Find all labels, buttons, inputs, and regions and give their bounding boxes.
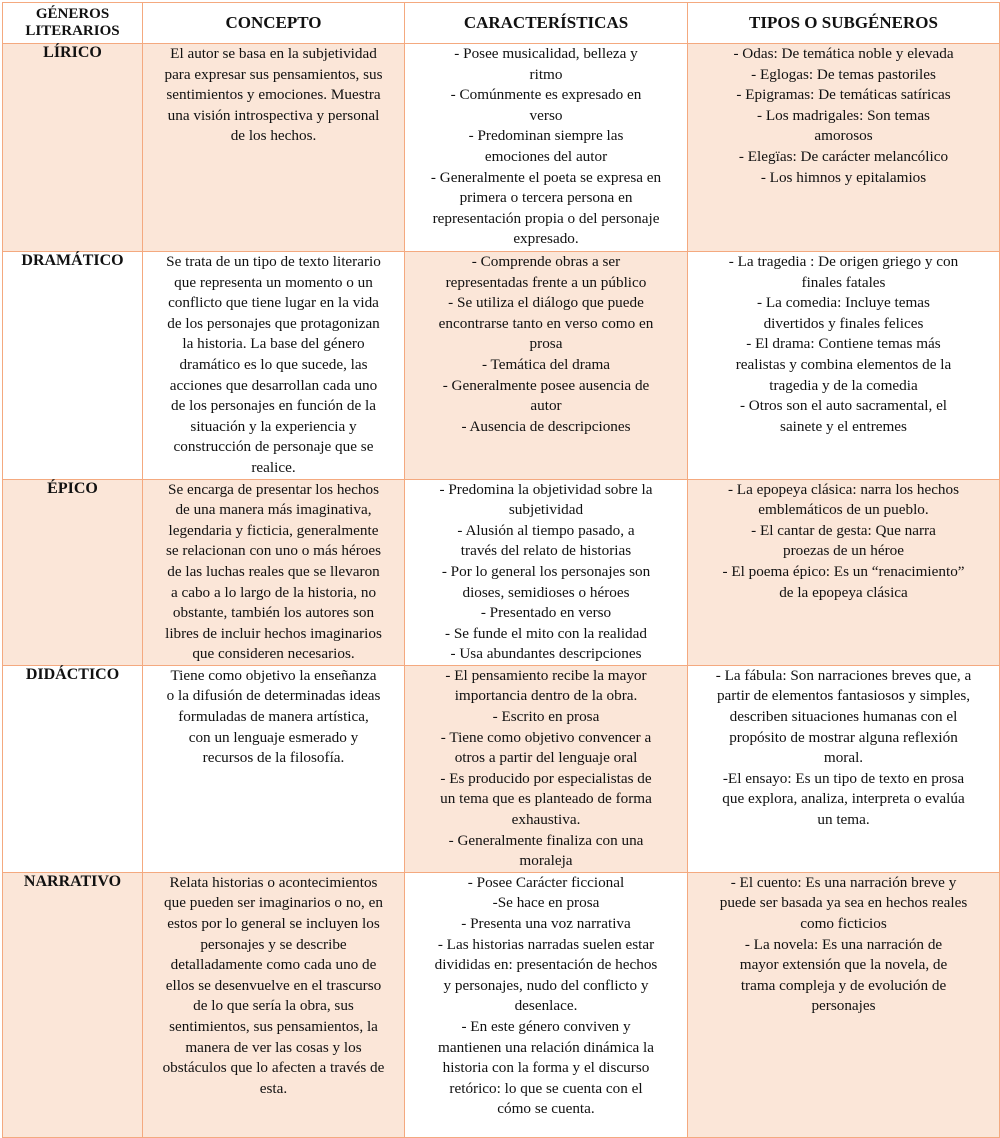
concept-cell-line: que pueden ser imaginarios o no, en [164, 894, 383, 912]
characteristics-cell-line: - Alusión al tiempo pasado, a [457, 521, 635, 539]
concept-cell-line: legendaria y ficticia, generalmente [168, 521, 379, 539]
types-cell-line: describen situaciones humanas con el [729, 708, 958, 726]
characteristics-cell-line: - El pensamiento recibe la mayor [445, 666, 647, 684]
concept-cell-line: acciones que desarrollan cada uno [169, 376, 378, 394]
concept-cell-line: se relacionan con uno o más héroes [165, 542, 382, 560]
types-cell-line: - El cuento: Es una narración breve y [730, 873, 957, 891]
characteristics-cell-line: historia con la forma y el discurso [442, 1059, 650, 1077]
header-genres-line1: GÉNEROS [35, 6, 110, 22]
types-cell-line: divertidos y finales felices [763, 314, 924, 332]
table-row-lirico [3, 44, 1000, 252]
characteristics-cell-line: - Tiene como objetivo convencer a [440, 728, 652, 746]
types-cell-line: emblemáticos de un pueblo. [758, 501, 929, 519]
concept-cell-line: recursos de la filosofía. [202, 749, 345, 767]
types-cell-line: moral. [823, 749, 864, 767]
table-row-narrativo [3, 872, 1000, 1137]
characteristics-cell-line: dioses, semidioses o héroes [462, 583, 630, 601]
header-characteristics: CARACTERÍSTICAS [405, 3, 688, 44]
genre-name: DIDÁCTICO [3, 665, 143, 872]
characteristics-cell [405, 479, 688, 665]
characteristics-cell-line: - Es producido por especialistas de [440, 769, 652, 787]
types-cell [688, 872, 1000, 1137]
types-cell-line: finales fatales [801, 273, 886, 291]
genre-name: LÍRICO [3, 44, 143, 252]
characteristics-cell-line: - Presenta una voz narrativa [461, 915, 631, 932]
table-body [3, 44, 1000, 1138]
concept-cell [143, 44, 405, 252]
genre-name: ÉPICO [3, 479, 143, 665]
types-cell-line: realistas y combina elementos de la [735, 355, 952, 373]
concept-cell-line: que consideren necesarios. [192, 645, 355, 663]
concept-cell-line: Se trata de un tipo de texto literario [166, 253, 381, 270]
concept-cell-line: de lo que sería la obra, sus [193, 997, 354, 1015]
concept-cell-line: esta. [259, 1079, 288, 1097]
characteristics-cell-line: - Predominan siempre las [468, 127, 624, 145]
concept-cell-line: Relata historias o acontecimientos [169, 873, 378, 891]
characteristics-cell-line: través del relato de historias [460, 542, 632, 560]
types-cell [688, 252, 1000, 480]
concept-cell-line: realice. [251, 458, 296, 476]
concept-cell-line: obstáculos que lo afecten a través de [162, 1059, 385, 1077]
characteristics-cell-line: subjetividad [508, 501, 584, 519]
types-cell [688, 665, 1000, 872]
types-cell-line: - La fábula: Son narraciones breves que, a [715, 666, 972, 684]
concept-cell [143, 872, 405, 1137]
characteristics-cell-line: divididas en: presentación de hechos [434, 956, 658, 974]
characteristics-cell-line: verso [529, 106, 563, 124]
characteristics-cell-line: retórico: lo que se cuenta con el [449, 1079, 643, 1097]
concept-cell-line: a cabo a lo largo de la historia, no [170, 583, 377, 601]
header-concept: CONCEPTO [143, 3, 405, 44]
table-row-epico [3, 479, 1000, 665]
characteristics-cell-line: emociones del autor [484, 147, 608, 165]
table-header-row [3, 3, 1000, 44]
concept-cell [143, 665, 405, 872]
characteristics-cell-line: y personajes, nudo del conflicto y [443, 976, 649, 994]
types-cell-line: de la epopeya clásica [779, 583, 908, 601]
characteristics-cell-line: - Generalmente finaliza con una [448, 831, 644, 849]
types-cell-line: tragedia y de la comedia [769, 376, 918, 394]
literary-genres-table [2, 2, 1000, 1138]
characteristics-cell [405, 252, 688, 480]
characteristics-cell-line: - Predomina la objetividad sobre la [439, 480, 653, 498]
concept-cell-line: El autor se basa en la subjetividad [170, 45, 377, 62]
concept-cell-line: conflicto que tiene lugar en la vida [168, 294, 379, 312]
types-cell-line: amorosos [814, 127, 873, 145]
characteristics-cell-line: - Presentado en verso [480, 604, 612, 622]
concept-cell-line: o la difusión de determinadas ideas [166, 687, 381, 705]
concept-cell [143, 252, 405, 480]
genre-name: NARRATIVO [3, 872, 143, 1137]
characteristics-cell-line: prosa [529, 335, 563, 353]
types-cell-line: - Eglogas: De temas pastoriles [751, 65, 936, 83]
types-cell-line: como ficticios [800, 915, 887, 932]
types-cell-line: - Elegïas: De carácter melancólico [738, 147, 949, 165]
header-genres-line2: LITERARIOS [25, 23, 120, 39]
characteristics-cell-line: expresado. [513, 230, 579, 248]
types-cell-line: puede ser basada ya sea en hechos reales [719, 894, 968, 912]
types-cell-line: - El drama: Contiene temas más [746, 335, 941, 353]
types-cell-line: proezas de un héroe [782, 542, 905, 560]
types-cell-line: - Los madrigales: Son temas [757, 106, 930, 124]
types-cell-line: un tema. [817, 811, 870, 829]
types-cell-line: - El cantar de gesta: Que narra [751, 521, 936, 539]
concept-cell-line: una visión introspectiva y personal [167, 106, 380, 124]
concept-cell-line: detalladamente como cada uno de [170, 956, 377, 974]
characteristics-cell-line: - Las historias narradas suelen estar [437, 935, 655, 953]
concept-cell-line: de los personajes que protagonizan [167, 314, 380, 332]
types-cell-line: mayor extensión que la novela, de [739, 956, 948, 974]
characteristics-cell-line: - Temática del drama [481, 355, 611, 373]
concept-cell-line: de los personajes en función de la [171, 397, 376, 415]
characteristics-cell-line: representación propia o del personaje [432, 209, 660, 227]
characteristics-cell-line: - Comprende obras a ser [471, 253, 621, 270]
characteristics-cell-line: cómo se cuenta. [497, 1100, 595, 1118]
characteristics-cell [405, 44, 688, 252]
concept-cell-line: Se encarga de presentar los hechos [168, 480, 379, 498]
characteristics-cell-line: - En este género conviven y [461, 1017, 631, 1035]
characteristics-cell-line: moraleja [519, 852, 573, 870]
concept-cell-line: dramático es lo que sucede, las [179, 355, 368, 373]
types-cell-line: propósito de mostrar alguna reflexión [729, 728, 958, 746]
genre-name: DRAMÁTICO [3, 252, 143, 480]
concept-cell-line: sentimientos, sus pensamientos, la [169, 1017, 378, 1035]
types-cell-line: - Otros son el auto sacramental, el [739, 397, 948, 415]
characteristics-cell-line: - Posee Carácter ficcional [467, 873, 625, 891]
types-cell-line: - La novela: Es una narración de [744, 935, 943, 953]
characteristics-cell-line: importancia dentro de la obra. [454, 687, 638, 705]
characteristics-cell-line: - Generalmente posee ausencia de [442, 376, 650, 394]
types-cell-line: - Odas: De temática noble y elevada [733, 45, 954, 62]
types-cell-line: personajes [811, 997, 876, 1015]
concept-cell-line: personajes y se describe [200, 935, 347, 953]
characteristics-cell-line: - Comúnmente es expresado en [450, 86, 642, 104]
characteristics-cell-line: representadas frente a un público [445, 273, 647, 291]
characteristics-cell-line: - Posee musicalidad, belleza y [454, 45, 638, 62]
types-cell-line: que explora, analiza, interpreta o evalúa [722, 790, 965, 808]
concept-cell-line: libres de incluir hechos imaginarios [165, 624, 382, 642]
concept-cell-line: formuladas de manera artística, [178, 708, 369, 726]
concept-cell-line: de los hechos. [230, 127, 317, 145]
types-cell-line: - Epigramas: De temáticas satíricas [736, 86, 951, 104]
characteristics-cell-line: - Generalmente el poeta se expresa en [430, 168, 662, 186]
characteristics-cell-line: primera o tercera persona en [459, 189, 633, 207]
types-cell-line: -El ensayo: Es un tipo de texto en prosa [722, 769, 965, 787]
types-cell-line: - El poema épico: Es un “renacimiento” [722, 562, 965, 580]
types-cell-line: - La comedia: Incluye temas [757, 294, 930, 312]
concept-cell-line: con un lenguaje esmerado y [188, 728, 359, 746]
characteristics-cell-line: encontrarse tanto en verso como en [438, 314, 654, 332]
characteristics-cell-line: ritmo [529, 65, 563, 83]
characteristics-cell-line: exhaustiva. [511, 811, 581, 829]
concept-cell-line: obstante, también los autores son [172, 604, 375, 622]
characteristics-cell-line: - Se funde el mito con la realidad [444, 624, 647, 642]
characteristics-cell-line: autor [530, 397, 562, 415]
types-cell-line: sainete y el entremes [780, 417, 907, 435]
types-cell-line: trama compleja y de evolución de [740, 976, 947, 994]
concept-cell [143, 479, 405, 665]
concept-cell-line: de las luchas reales que se llevaron [167, 562, 380, 580]
types-cell-line: - La tragedia : De origen griego y con [728, 253, 959, 270]
types-cell-line: partir de elementos fantasiosos y simples, [716, 687, 971, 705]
concept-cell-line: construcción de personaje que se [173, 438, 374, 456]
characteristics-cell-line: - Ausencia de descripciones [461, 417, 631, 435]
characteristics-cell-line: -Se hace en prosa [492, 894, 600, 912]
types-cell [688, 44, 1000, 252]
table-row-dramatico [3, 252, 1000, 480]
characteristics-cell [405, 872, 688, 1137]
characteristics-cell-line: - Por lo general los personajes son [441, 562, 651, 580]
characteristics-cell [405, 665, 688, 872]
concept-cell-line: manera de ver las cosas y los [185, 1038, 362, 1056]
types-cell-line: - La epopeya clásica: narra los hechos [727, 480, 960, 498]
concept-cell-line: situación y la experiencia y [190, 417, 357, 435]
characteristics-cell-line: desenlace. [514, 997, 578, 1015]
characteristics-cell-line: - Se utiliza el diálogo que puede [448, 294, 644, 312]
types-cell [688, 479, 1000, 665]
concept-cell-line: ellos se desenvuelve en el trascurso [165, 976, 382, 994]
concept-cell-line: que representa un momento o un [174, 273, 373, 291]
characteristics-cell-line: - Usa abundantes descripciones [450, 645, 642, 663]
concept-cell-line: Tiene como objetivo la enseñanza [170, 666, 377, 684]
concept-cell-line: la historia. La base del género [182, 335, 365, 353]
header-types: TIPOS O SUBGÉNEROS [688, 3, 1000, 44]
characteristics-cell-line: un tema que es planteado de forma [440, 790, 652, 808]
types-cell-line: - Los himnos y epitalamios [760, 168, 927, 186]
concept-cell-line: sentimientos y emociones. Muestra [166, 86, 381, 104]
header-genres [3, 3, 143, 44]
concept-cell-line: estos por lo general se incluyen los [167, 915, 380, 932]
characteristics-cell-line: mantienen una relación dinámica la [438, 1038, 654, 1056]
concept-cell-line: para expresar sus pensamientos, sus [164, 65, 383, 83]
characteristics-cell-line: - Escrito en prosa [492, 708, 600, 726]
characteristics-cell-line: otros a partir del lenguaje oral [454, 749, 638, 767]
table-row-didactico [3, 665, 1000, 872]
concept-cell-line: de una manera más imaginativa, [175, 501, 372, 519]
